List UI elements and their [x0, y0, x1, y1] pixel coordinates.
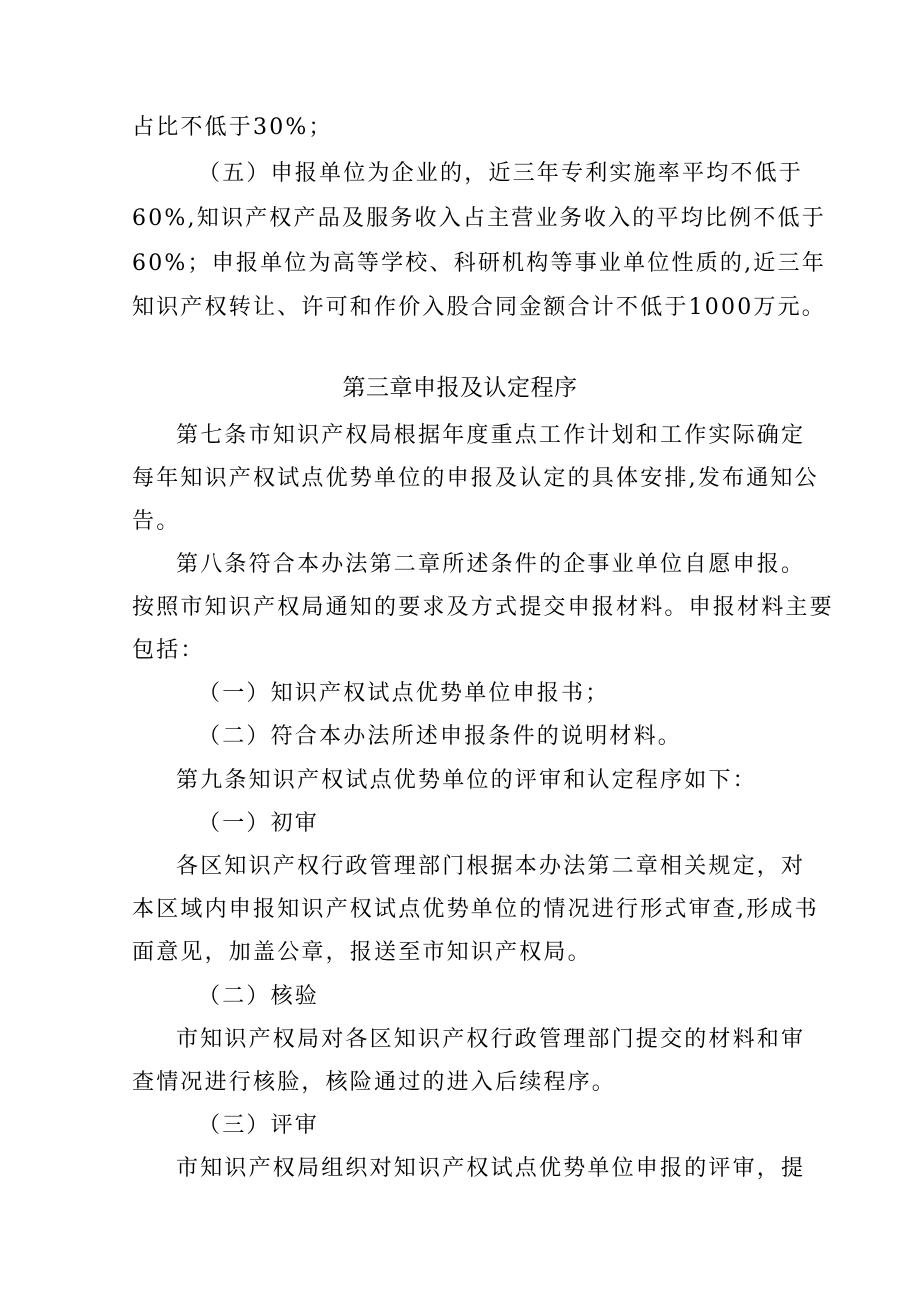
text-line: 第七条市知识产权局根据年度重点工作计划和工作实际确定 [176, 423, 806, 448]
text-line: 按照市知识产权局通知的要求及方式提交申报材料。申报材料主要 [132, 595, 834, 620]
text-line: 知识产权转让、许可和作价入股合同金额合计不低于1000万元。 [132, 295, 826, 320]
chapter-heading: 第三章申报及认定程序 [342, 375, 578, 401]
text-line: 第八条符合本办法第二章所述条件的企事业单位自愿申报。 [176, 552, 806, 577]
text-line: 包括： [132, 638, 205, 663]
list-item: （二）符合本办法所述申报条件的说明材料。 [198, 724, 683, 749]
text-line: 本区域内申报知识产权试点优势单位的情况进行形式审查,形成书 [132, 897, 819, 922]
text-line: 每年知识产权试点优势单位的申报及认定的具体安排,发布通知公 [132, 466, 819, 491]
text-line: 60%；申报单位为高等学校、科研机构等事业单位性质的,近三年 [132, 251, 826, 276]
text-line: 市知识产权局对各区知识产权行政管理部门提交的材料和审 [176, 1027, 806, 1052]
text-line: （五）申报单位为企业的，近三年专利实施率平均不低于 [198, 161, 804, 186]
text-line: 各区知识产权行政管理部门根据本办法第二章相关规定，对 [176, 854, 806, 879]
section-label: （三）评审 [198, 1113, 320, 1138]
text-line: 告。 [132, 509, 181, 534]
section-label: （一）初审 [198, 811, 320, 836]
section-label: （二）核验 [198, 984, 320, 1009]
text-line: 占比不低于30%； [132, 115, 333, 140]
text-line: 市知识产权局组织对知识产权试点优势单位申报的评审，提 [176, 1156, 806, 1181]
text-line: 第九条知识产权试点优势单位的评审和认定程序如下： [176, 768, 757, 793]
text-line: 面意见，加盖公章，报送至市知识产权局。 [132, 940, 592, 965]
text-line: 60%,知识产权产品及服务收入占主营业务收入的平均比例不低于 [132, 206, 826, 231]
list-item: （一）知识产权试点优势单位申报书； [198, 681, 610, 706]
text-line: 查情况进行核脸，核险通过的进入后续程序。 [132, 1070, 617, 1095]
